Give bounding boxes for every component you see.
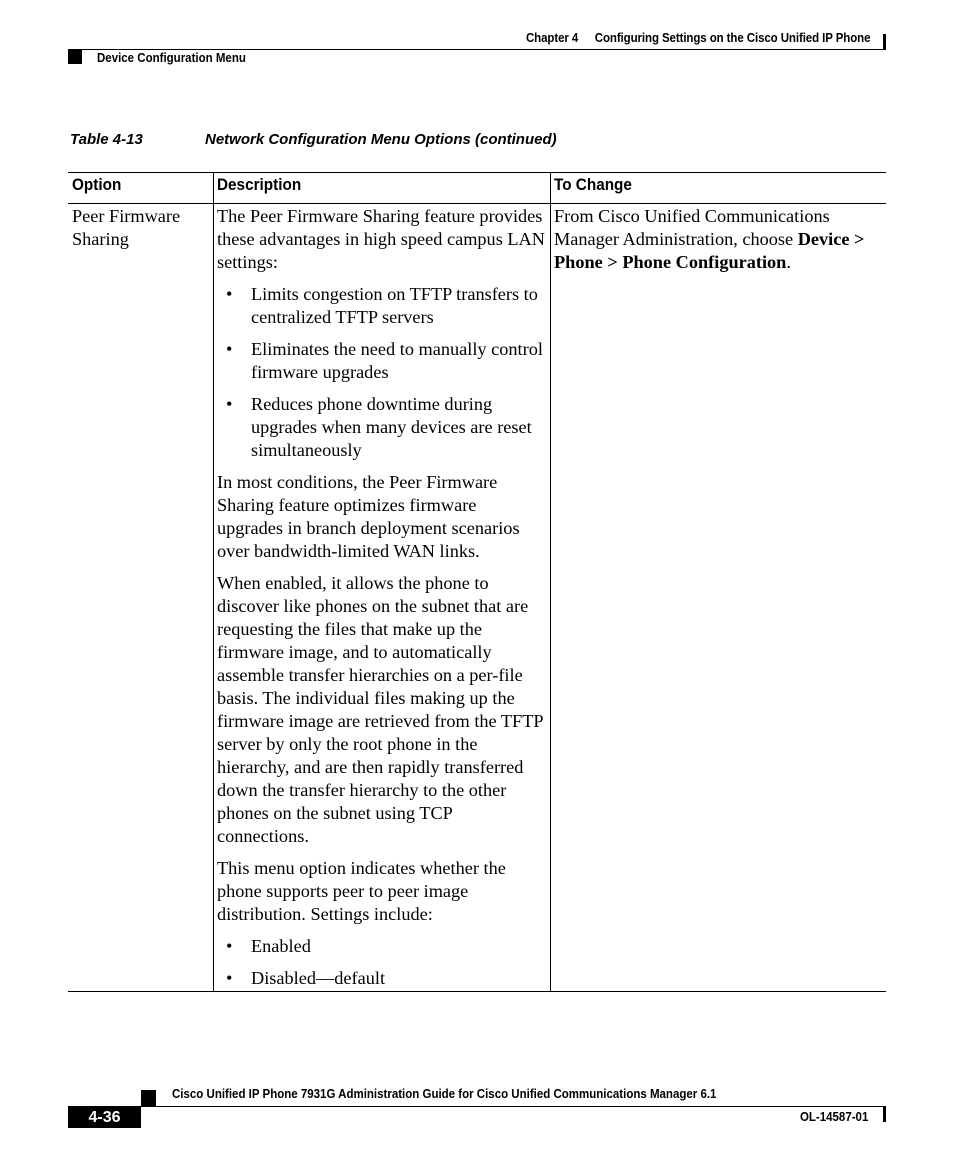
column-header-option: Option — [72, 175, 122, 194]
footer-marker-block — [141, 1090, 156, 1106]
list-item: • Reduces phone downtime during upgrades when many devices are reset simultaneously — [226, 394, 532, 460]
running-header-chapter — [526, 31, 870, 45]
table-top-rule — [68, 172, 886, 173]
bullet-icon: • — [226, 968, 233, 988]
description-cell — [217, 205, 545, 999]
document-number: OL-14587-01 — [799, 1110, 868, 1124]
list-item: • Enabled — [226, 936, 311, 956]
network-config-table — [68, 172, 886, 992]
option-name: Peer Firmware Sharing — [72, 206, 181, 249]
chapter-title: Configuring Settings on the Cisco Unified IP Phone — [594, 31, 870, 45]
table-caption — [70, 131, 557, 148]
menu-path: Device > Phone > Phone Configuration — [554, 229, 865, 272]
description-paragraph: When enabled, it allows the phone to discover like phones on the subnet that are requesting the files that make up the firmware image, and to automatically assemble transfer hierarchies on a per-file basis. The individual files making up the firmware image are retrieved from the TFTP server by only the root phone in the hierarchy, and are then rapidly transferred down the transfer hierarchy to the other phones on the subnet using TCP connections. — [217, 573, 543, 846]
bullet-icon: • — [226, 339, 233, 359]
header-marker-block — [68, 50, 82, 64]
description-intro: The Peer Firmware Sharing feature provides these advantages in high speed campus LAN settings: — [217, 206, 545, 272]
running-header-section: Device Configuration Menu — [97, 51, 246, 65]
list-item: • Eliminates the need to manually control firmware upgrades — [226, 339, 543, 382]
bullet-icon: • — [226, 936, 233, 956]
footer-guide-title: Cisco Unified IP Phone 7931G Administration Guide for Cisco Unified Communications Manager 6.1 — [172, 1087, 717, 1101]
column-header-to-change: To Change — [554, 175, 632, 194]
footer-vertical-bar — [883, 1107, 886, 1122]
column-divider-1 — [213, 172, 214, 992]
header-rule — [68, 49, 886, 50]
chapter-label: Chapter 4 — [525, 31, 578, 45]
footer-rule — [68, 1106, 886, 1107]
page-number: 4-36 — [68, 1107, 141, 1128]
option-cell — [72, 205, 200, 251]
table-title: Network Configuration Menu Options (continued) — [205, 131, 557, 148]
table-header-rule — [68, 203, 886, 204]
column-header-description: Description — [217, 175, 302, 194]
to-change-cell — [554, 205, 882, 274]
header-vertical-bar — [883, 34, 886, 49]
table-number: Table 4-13 — [70, 131, 143, 148]
description-paragraph: This menu option indicates whether the phone supports peer to peer image distribution. Settings include: — [217, 858, 506, 924]
bullet-icon: • — [226, 394, 233, 414]
list-item: • Limits congestion on TFTP transfers to centralized TFTP servers — [226, 284, 538, 327]
to-change-text: From Cisco Unified Communications Manager Administration, choose Device > Phone > Phone Configuration. — [554, 206, 865, 272]
column-divider-2 — [550, 172, 551, 992]
list-item: • Disabled—default — [226, 968, 386, 988]
description-paragraph: In most conditions, the Peer Firmware Sharing feature optimizes firmware upgrades in branch deployment scenarios over bandwidth-limited WAN links. — [217, 472, 520, 561]
bullet-icon: • — [226, 284, 233, 304]
